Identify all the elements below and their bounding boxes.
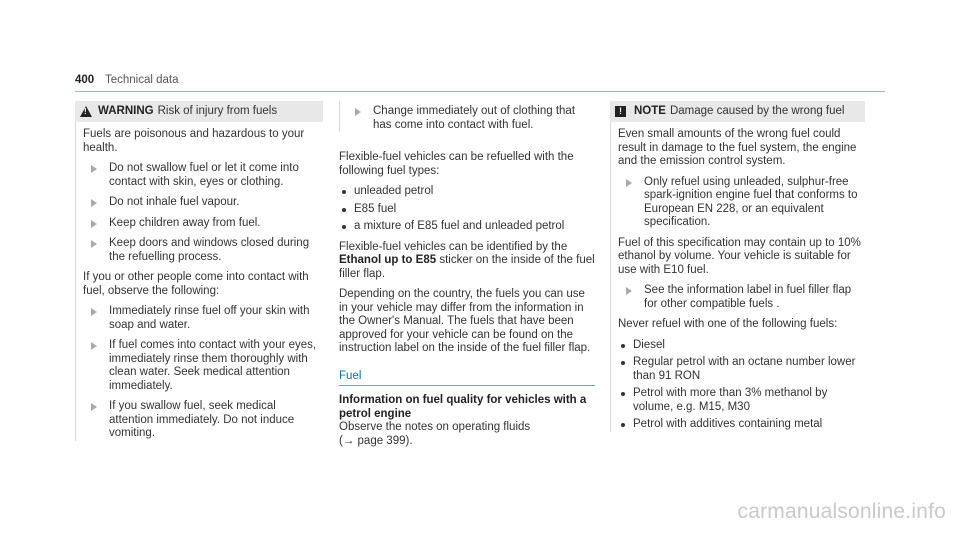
step-arrow-icon (91, 240, 97, 248)
column-1 (75, 101, 323, 448)
list-item: unleaded petrol (339, 185, 595, 199)
note-header (610, 101, 865, 122)
section-title: Technical data (105, 74, 179, 86)
header-rule (75, 91, 885, 92)
warning-title: Risk of injury from fuels (157, 104, 278, 117)
step-text: Only refuel using unleaded, sulphur-free spark-ignition engine fuel that conforms to European EN 228, or an equivalent specification. (644, 175, 858, 228)
list-item: Regular petrol with an octane number lower than 91 RON (618, 356, 865, 383)
step-item (83, 305, 323, 332)
ethanol-text: Fuel of this specification may contain up to 10% ethanol by volume. Your vehicle is suitable for use with E10 fuel. (618, 236, 861, 276)
step-text: If fuel comes into contact with your eyes, immediately rinse them thoroughly with clean water. Seek medical attention immediately. (109, 339, 317, 392)
step-text: Immediately rinse fuel off your skin with soap and water. (109, 305, 310, 331)
observe-text: Observe the notes on operating fluids (339, 421, 531, 433)
warning-continued (339, 101, 595, 132)
warning-triangle-icon (80, 106, 92, 117)
step-item (83, 237, 323, 264)
step-item (83, 196, 323, 210)
note-title: Damage caused by the wrong fuel (669, 104, 845, 117)
flex-fuel-intro: Flexible-fuel vehicles can be refuelled with the following fuel types: (339, 151, 574, 177)
step-text: Do not inhale fuel vapour. (109, 196, 240, 208)
fuel-type-list (339, 185, 595, 234)
country-paragraph: Depending on the country, the fuels you can use in your vehicle may differ from the information in the Owner's Manual. The fuels that have been approved for your vehicle can be found on the instruction label on the inside of the fuel filler flap. (339, 288, 591, 354)
step-item (618, 284, 865, 311)
step-text: Keep children away from fuel. (109, 216, 261, 229)
step-item (83, 217, 323, 231)
list-item: Petrol with additives containing metal (618, 418, 865, 432)
note-body (610, 122, 865, 432)
list-item: a mixture of E85 fuel and unleaded petrol (339, 220, 595, 234)
contact-text: If you or other people come into contact with fuel, observe the following: (83, 271, 309, 297)
watermark: carmanualsonline.info (737, 500, 946, 523)
info-heading: Information on fuel quality for vehicles with a petrol engine (339, 394, 587, 420)
list-item: Diesel (618, 339, 865, 353)
never-text: Never refuel with one of the following fuels: (618, 318, 838, 330)
note-label: NOTE (634, 104, 666, 117)
step-arrow-icon (91, 342, 97, 350)
step-text: If you swallow fuel, seek medical attention immediately. Do not induce vomiting. (109, 400, 295, 439)
step-arrow-icon (91, 220, 97, 228)
step-arrow-icon (355, 108, 361, 116)
step-item (347, 105, 595, 132)
page-reference-link[interactable]: (→ page 399). (339, 434, 413, 447)
sticker-name: Ethanol up to E85 (339, 254, 437, 266)
exclamation-icon: ! (615, 106, 626, 117)
step-text: See the information label in fuel filler flap for other compatible fuels . (644, 284, 852, 310)
fuel-heading-rule (339, 385, 595, 386)
note-intro: Even small amounts of the wrong fuel could result in damage to the fuel system, the engine and the emission control system. (618, 128, 857, 167)
step-arrow-icon (91, 199, 97, 207)
step-arrow-icon (91, 308, 97, 316)
column-3 (610, 101, 865, 439)
fuel-heading: Fuel (339, 369, 362, 382)
warning-intro: Fuels are poisonous and hazardous to your health. (83, 128, 305, 154)
page-header (75, 74, 885, 90)
step-item (618, 176, 865, 230)
step-arrow-icon (626, 179, 632, 187)
step-text: Change immediately out of clothing that has come into contact with fuel. (373, 105, 576, 131)
warning-body (75, 122, 323, 441)
sticker-rest: sticker on the inside of the fuel filler flap. (339, 254, 595, 280)
column-2 (339, 101, 595, 455)
step-arrow-icon (91, 165, 97, 173)
step-item (83, 400, 323, 441)
list-item: Petrol with more than 3% methanol by volume, e.g. M15, M30 (618, 387, 865, 414)
step-text: Do not swallow fuel or let it come into contact with skin, eyes or clothing. (109, 162, 299, 188)
warning-label: WARNING (98, 104, 154, 117)
forbidden-fuel-list (618, 339, 865, 432)
step-item (83, 162, 323, 189)
step-arrow-icon (626, 287, 632, 295)
identify-text: Flexible-fuel vehicles can be identified by the (339, 240, 568, 253)
step-arrow-icon (91, 403, 97, 411)
step-item (83, 339, 323, 393)
identify-paragraph (339, 241, 595, 282)
step-text: Keep doors and windows closed during the refuelling process. (109, 237, 310, 263)
warning-header (75, 101, 323, 122)
list-item: E85 fuel (339, 203, 595, 217)
page-number: 400 (75, 74, 95, 86)
